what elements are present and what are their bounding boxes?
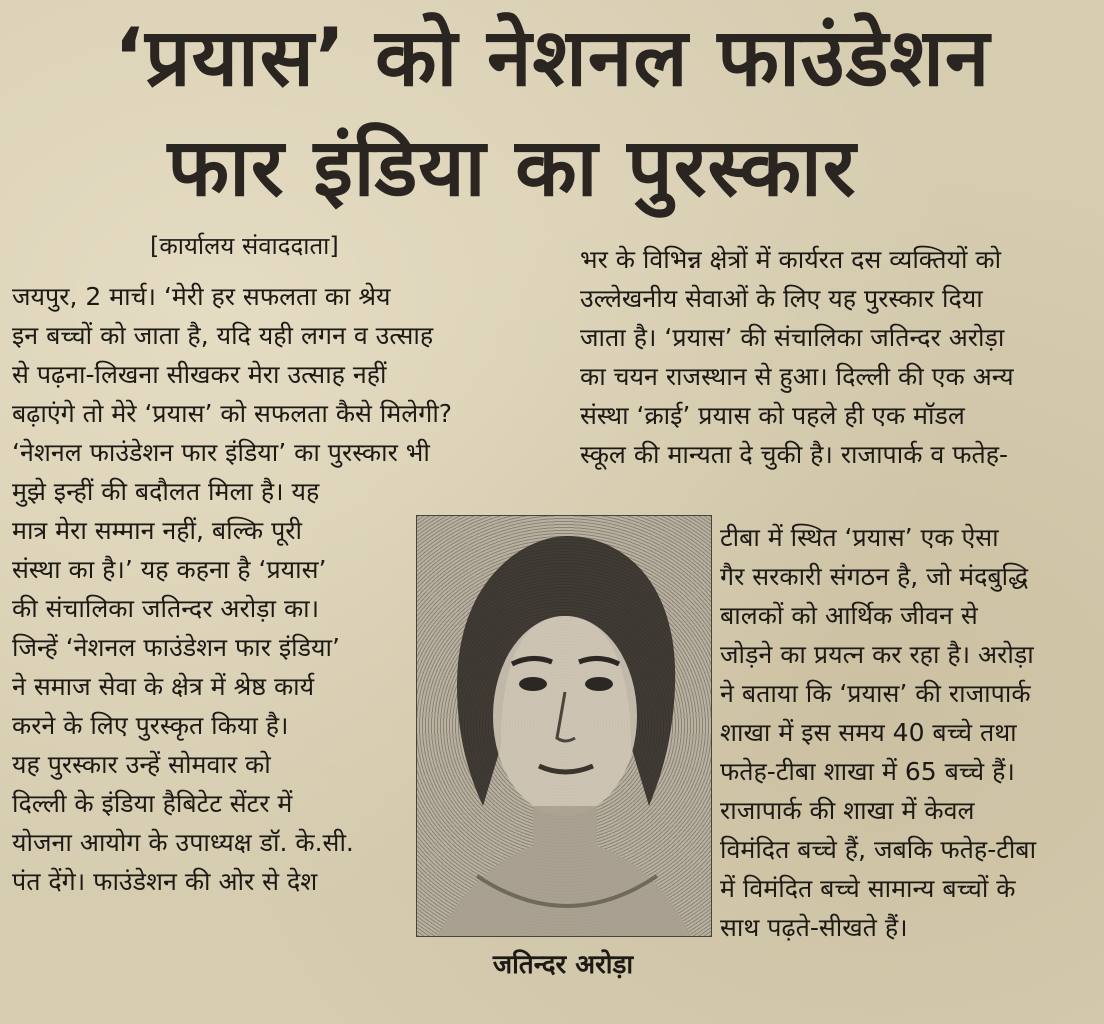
text-line: शाखा में इस समय 40 बच्चे तथा [720, 718, 1017, 747]
text-line: दिल्ली के इंडिया हैबिटेट सेंटर में [12, 789, 293, 818]
text-line: से पढ़ना-लिखना सीखकर मेरा उत्साह नहीं [12, 360, 387, 389]
headline-line-2: फार इंडिया का पुरस्कार [167, 121, 857, 214]
text-line: मात्र मेरा सम्मान नहीं, बल्कि पूरी [12, 516, 302, 545]
text-line: संस्था का है।’ यह कहना है ‘प्रयास’ [12, 555, 327, 584]
text-line: इन बच्चों को जाता है, यदि यही लगन व उत्साह [12, 321, 434, 350]
text-line: विमंदित बच्चे हैं, जबकि फतेह-टीबा [720, 835, 1037, 864]
byline: [कार्यालय संवाददाता] [150, 232, 339, 260]
text-line: भर के विभिन्न क्षेत्रों में कार्यरत दस व्यक्तियों को [580, 245, 1002, 274]
text-line: फतेह-टीबा शाखा में 65 बच्चे हैं। [720, 757, 1015, 786]
text-line: पंत देंगे। फाउंडेशन की ओर से देश [12, 867, 318, 896]
text-line: स्कूल की मान्यता दे चुकी है। राजापार्क व फतेह- [580, 440, 1009, 469]
portrait-illustration [417, 516, 711, 936]
text-line: बालकों को आर्थिक जीवन से [720, 601, 978, 630]
text-line: संस्था ‘क्राई’ प्रयास को पहले ही एक मॉडल [580, 401, 965, 430]
text-line: जोड़ने का प्रयत्न कर रहा है। अरोड़ा [720, 640, 1034, 669]
text-line: में विमंदित बच्चे सामान्य बच्चों के [720, 874, 1016, 903]
text-line: करने के लिए पुरस्कृत किया है। [12, 711, 289, 740]
text-line: का चयन राजस्थान से हुआ। दिल्ली की एक अन्य [580, 362, 1014, 391]
text-line: की संचालिका जतिन्दर अरोड़ा का। [12, 594, 320, 623]
text-line: राजापार्क की शाखा में केवल [720, 796, 975, 825]
text-line: गैर सरकारी संगठन है, जो मंदबुद्धि [720, 562, 1029, 591]
text-line: साथ पढ़ते-सीखते हैं। [720, 913, 908, 942]
text-line: जयपुर, 2 मार्च। ‘मेरी हर सफलता का श्रेय [12, 282, 391, 311]
portrait-photo [416, 515, 712, 937]
text-line: टीबा में स्थित ‘प्रयास’ एक ऐसा [720, 523, 999, 552]
headline-line-1: ‘प्रयास’ को नेशनल फाउंडेशन [113, 11, 991, 104]
photo-caption: जतिन्दर अरोड़ा [492, 950, 634, 980]
left-column [12, 277, 452, 901]
text-line: जिन्हें ‘नेशनल फाउंडेशन फार इंडिया’ [12, 633, 340, 662]
text-line: ने बताया कि ‘प्रयास’ की राजापार्क [720, 679, 1031, 708]
right-column-bottom [720, 518, 1036, 947]
text-line: यह पुरस्कार उन्हें सोमवार को [12, 750, 271, 779]
right-column-top [580, 240, 1014, 474]
text-line: बढ़ाएंगे तो मेरे ‘प्रयास’ को सफलता कैसे मिलेगी? [12, 399, 453, 428]
text-line: ‘नेशनल फाउंडेशन फार इंडिया’ का पुरस्कार भी [12, 438, 430, 467]
text-line: योजना आयोग के उपाध्यक्ष डॉ. के.सी. [12, 828, 354, 857]
text-line: मुझे इन्हीं की बदौलत मिला है। यह [12, 477, 320, 506]
text-line: ने समाज सेवा के क्षेत्र में श्रेष्ठ कार्य [12, 672, 315, 701]
text-line: जाता है। ‘प्रयास’ की संचालिका जतिन्दर अरोड़ा [580, 323, 1005, 352]
text-line: उल्लेखनीय सेवाओं के लिए यह पुरस्कार दिया [580, 284, 983, 313]
